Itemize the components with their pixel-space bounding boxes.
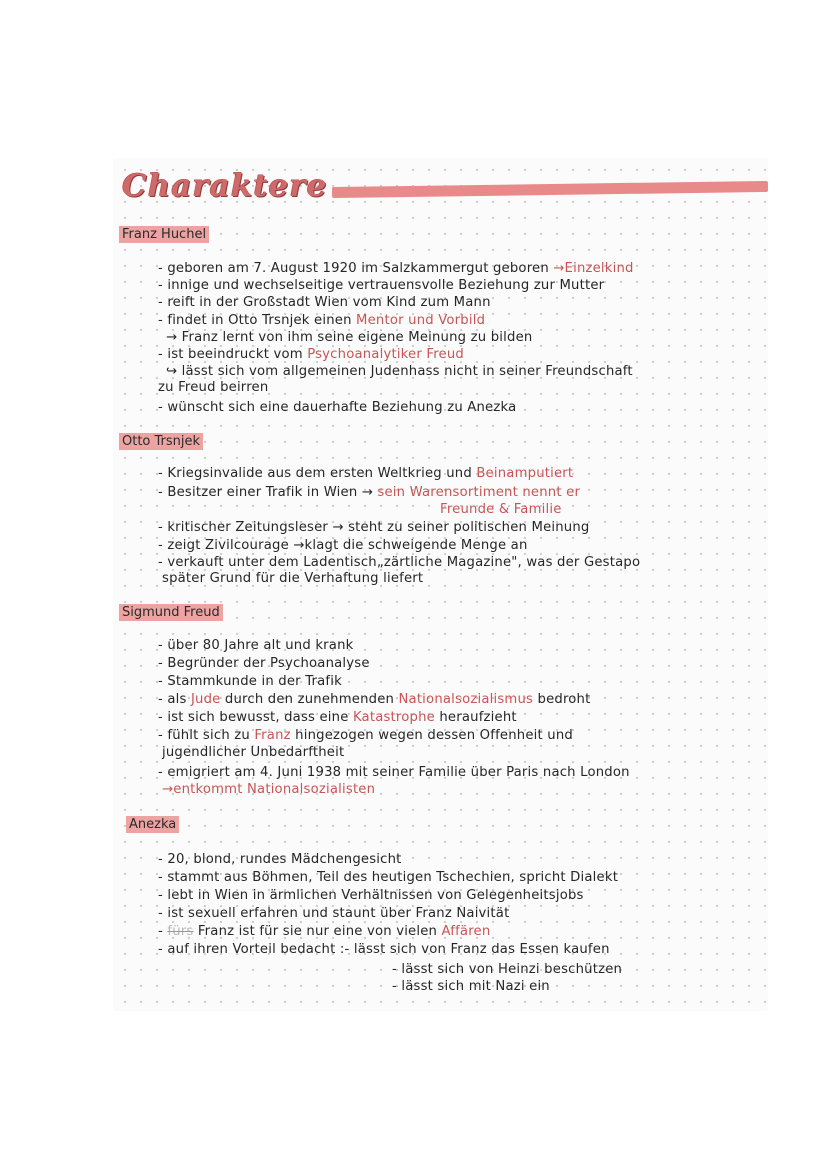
anezka-line-8: - lässt sich mit Nazi ein: [392, 979, 550, 994]
otto-line-5: - zeigt Zivilcourage →klagt die schweigende Menge an: [158, 538, 528, 553]
otto-line-2: - Besitzer einer Trafik in Wien → sein Warensortiment nennt er: [158, 485, 581, 500]
otto-line-1: - Kriegsinvalide aus dem ersten Weltkrieg und Beinamputiert: [158, 466, 574, 481]
freud-line-6: - fühlt sich zu Franz hingezogen wegen dessen Offenheit und: [158, 728, 573, 743]
heading-otto-trsnjek: Otto Trsnjek: [119, 433, 203, 450]
anezka-line-4: - ist sexuell erfahren und staunt über Franz Naivität: [158, 906, 510, 921]
otto-line-3: Freunde & Familie: [440, 502, 562, 517]
freud-line-9: →entkommt Nationalsozialisten: [162, 782, 376, 797]
franz-line-3: - reift in der Großstadt Wien vom Kind zum Mann: [158, 295, 491, 310]
freud-line-1: - über 80 Jahre alt und krank: [158, 638, 354, 653]
anezka-line-3: - lebt in Wien in ärmlichen Verhältnissen von Gelegenheitsjobs: [158, 888, 584, 903]
franz-line-7: ↪ lässt sich vom allgemeinen Judenhass nicht in seiner Freundschaft: [166, 364, 633, 379]
franz-line-4: - findet in Otto Trsnjek einen Mentor und Vorbild: [158, 313, 486, 328]
freud-line-2: - Begründer der Psychoanalyse: [158, 656, 370, 671]
franz-line-1: - geboren am 7. August 1920 im Salzkammergut geboren →Einzelkind: [158, 261, 634, 276]
heading-anezka: Anezka: [126, 816, 179, 833]
franz-line-6: - ist beeindruckt vom Psychoanalytiker Freud: [158, 347, 464, 362]
otto-line-6: - verkauft unter dem Ladentisch„zärtliche Magazine", was der Gestapo: [158, 555, 641, 570]
anezka-line-7: - lässt sich von Heinzi beschützen: [392, 962, 623, 977]
franz-line-5: → Franz lernt von ihm seine eigene Meinung zu bilden: [166, 330, 533, 345]
franz-line-9: - wünscht sich eine dauerhafte Beziehung zu Anezka: [158, 400, 517, 415]
otto-line-7: später Grund für die Verhaftung liefert: [162, 571, 424, 586]
anezka-line-1: - 20, blond, rundes Mädchengesicht: [158, 852, 402, 867]
anezka-line-2: - stammt aus Böhmen, Teil des heutigen Tschechien, spricht Dialekt: [158, 870, 619, 885]
freud-line-4: - als Jude durch den zunehmenden Nationalsozialismus bedroht: [158, 692, 591, 707]
heading-franz-huchel: Franz Huchel: [119, 226, 209, 243]
freud-line-7: jugendlicher Unbedarftheit: [162, 745, 345, 760]
anezka-line-6: - auf ihren Vorteil bedacht :- lässt sich von Franz das Essen kaufen: [158, 942, 610, 957]
freud-line-5: - ist sich bewusst, dass eine Katastrophe heraufzieht: [158, 710, 517, 725]
anezka-line-5: - fürs Franz ist für sie nur eine von vielen Affären: [158, 924, 491, 939]
franz-line-8: zu Freud beirren: [158, 380, 269, 395]
franz-line-2: - innige und wechselseitige vertrauensvolle Beziehung zur Mutter: [158, 278, 605, 293]
otto-line-4: - kritischer Zeitungsleser → steht zu seiner politischen Meinung: [158, 520, 590, 535]
freud-line-8: - emigriert am 4. Juni 1938 mit seiner Familie über Paris nach London: [158, 765, 630, 780]
heading-sigmund-freud: Sigmund Freud: [119, 604, 223, 621]
freud-line-3: - Stammkunde in der Trafik: [158, 674, 342, 689]
page-title: Charaktere: [122, 168, 328, 204]
